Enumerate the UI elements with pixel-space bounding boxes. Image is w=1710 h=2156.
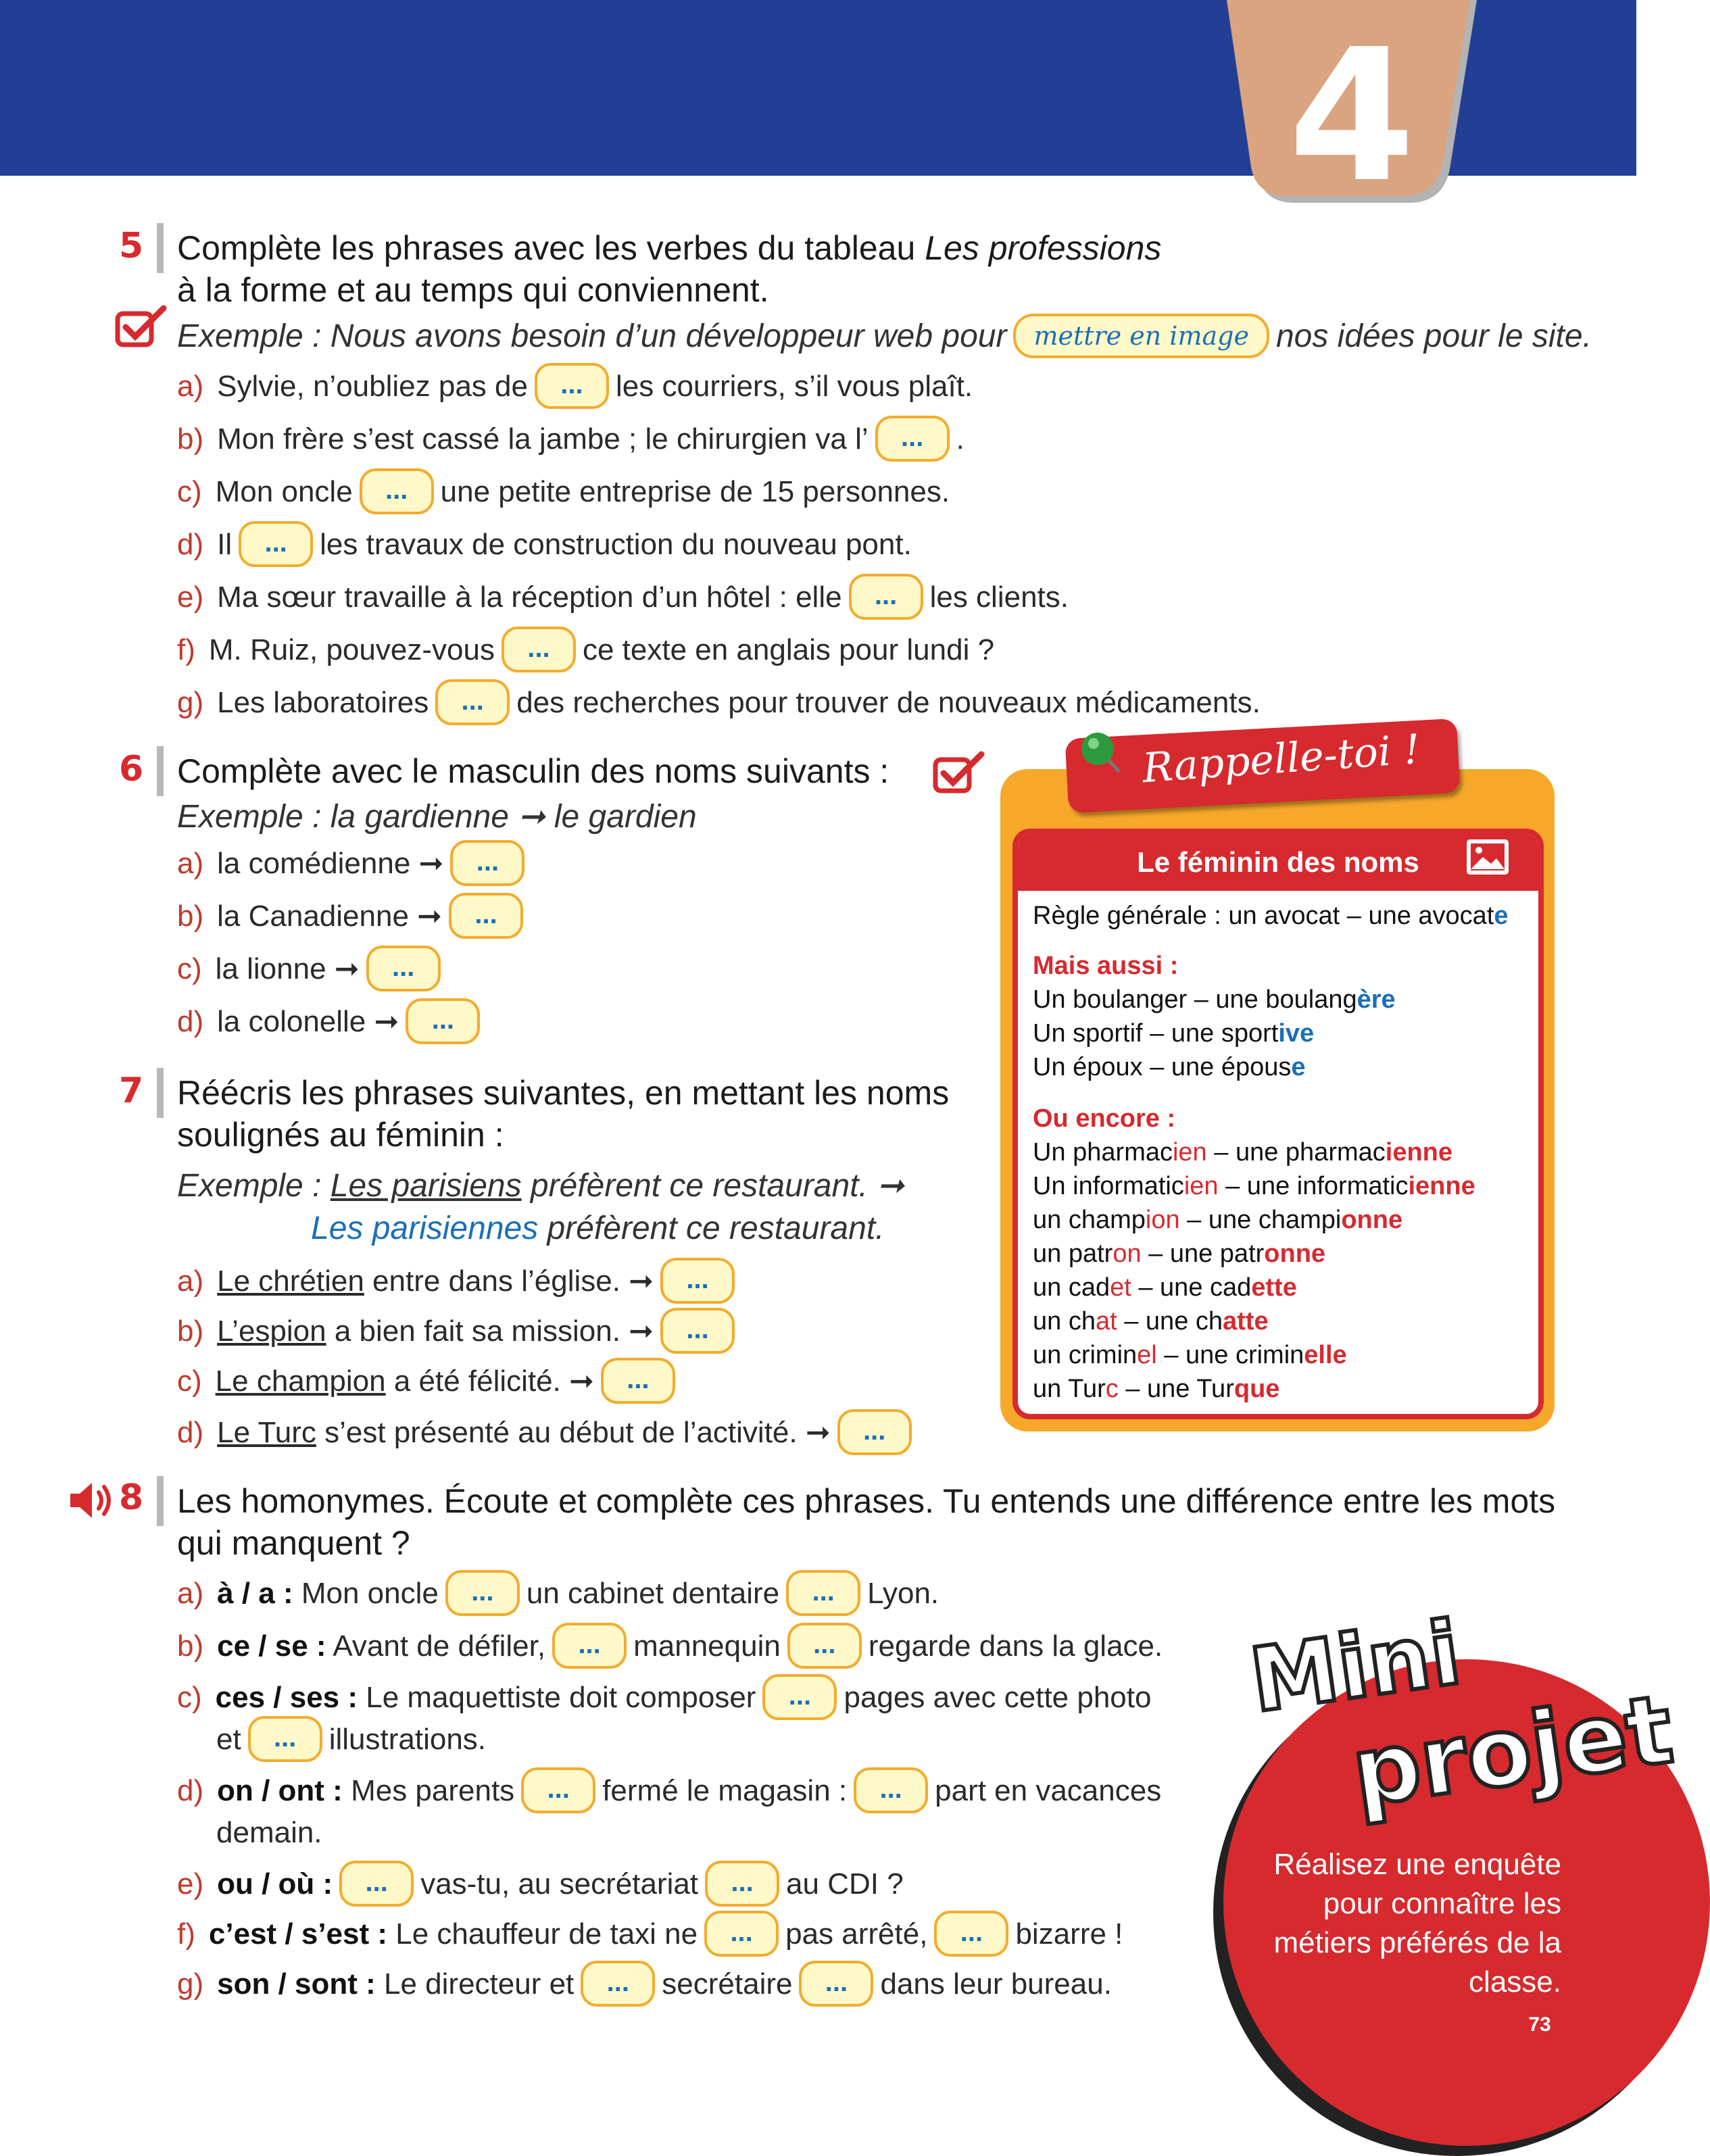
answer-blank[interactable]: ... xyxy=(239,521,313,567)
list-item xyxy=(177,527,912,563)
item-letter: a) xyxy=(177,370,204,403)
example-text: préfèrent ce restaurant. xyxy=(538,1210,885,1246)
reminder-tag-text: Rappelle-toi ! xyxy=(1141,725,1422,793)
item-text: fermé le magasin : xyxy=(602,1774,848,1807)
item-text: Sylvie, n’oubliez pas de xyxy=(217,370,528,403)
example-line xyxy=(177,1167,904,1204)
item-text: Avant de défiler, xyxy=(326,1630,546,1663)
item-text: Mon oncle xyxy=(215,475,353,508)
item-text: Mon oncle xyxy=(293,1577,439,1610)
item-text: les clients. xyxy=(929,581,1069,614)
item-letter: a) xyxy=(177,1265,204,1298)
item-text: a bien fait sa mission. ➞ xyxy=(326,1315,654,1348)
item-text: la colonelle ➞ xyxy=(217,1005,399,1038)
answer-blank[interactable]: ... xyxy=(445,1570,520,1616)
answer-blank[interactable]: ... xyxy=(762,1674,837,1720)
item-letter: d) xyxy=(177,528,204,561)
answer-blank[interactable]: ... xyxy=(837,1409,912,1455)
answer-blank[interactable]: ... xyxy=(601,1358,675,1404)
item-text: Les laboratoires xyxy=(217,686,429,719)
item-letter: e) xyxy=(177,1867,204,1901)
mini-projet-title: Mini xyxy=(1244,1601,1467,1732)
rule-suffix: c xyxy=(1105,1375,1119,1403)
rule-text: un Tur xyxy=(1033,1375,1106,1403)
rule-line xyxy=(1033,1135,1452,1169)
exercise-instruction: Complète avec le masculin des noms suivants : xyxy=(177,752,889,790)
rule-line xyxy=(1033,983,1396,1016)
rule-suffix: ion xyxy=(1145,1206,1180,1234)
rule-suffix: ien xyxy=(1172,1138,1207,1167)
list-item xyxy=(177,474,950,510)
rule-line xyxy=(1033,1338,1347,1372)
item-letter: c) xyxy=(177,1681,202,1714)
answer-blank[interactable]: ... xyxy=(339,1861,414,1907)
rule-suffix: on xyxy=(1113,1240,1142,1268)
exercise-number: 5 xyxy=(119,226,144,266)
answer-blank[interactable]: ... xyxy=(786,1570,860,1616)
rule-text: Un informatic xyxy=(1033,1172,1184,1200)
item-underlined: L’espion xyxy=(217,1315,326,1348)
rule-text: Règle générale : un avocat – une avocat xyxy=(1033,902,1494,930)
example-text: nos idées pour le site. xyxy=(1275,318,1592,354)
rule-text: un champ xyxy=(1033,1206,1146,1234)
answer-blank[interactable]: ... xyxy=(787,1623,862,1669)
rule-line xyxy=(1033,1237,1325,1271)
item-text: la Canadienne ➞ xyxy=(217,900,443,933)
item-keyword: ce / se : xyxy=(217,1630,326,1663)
list-item xyxy=(177,952,447,987)
rule-ending: onne xyxy=(1341,1206,1403,1234)
list-item xyxy=(177,1867,904,1903)
item-keyword: son / sont : xyxy=(217,1967,376,2001)
list-item xyxy=(177,1680,1151,1716)
rule-line xyxy=(1033,899,1509,933)
exercise-bar xyxy=(157,1068,164,1118)
answer-blank[interactable]: ... xyxy=(581,1961,655,2007)
item-text: Le chauffeur de taxi ne xyxy=(387,1917,698,1951)
item-text: Mon frère s’est cassé la jambe ; le chirurgien va l’ xyxy=(217,422,869,456)
rule-line xyxy=(1033,1372,1279,1406)
instruction-text: Complète les phrases avec les verbes du tableau xyxy=(177,229,925,267)
reminder-title: Le féminin des noms xyxy=(1137,846,1419,878)
item-letter: e) xyxy=(177,581,204,614)
pin-icon xyxy=(1077,729,1125,776)
rule-text: Un sportif – une sport xyxy=(1033,1019,1279,1048)
item-text: la comédienne ➞ xyxy=(217,847,444,880)
list-item xyxy=(177,685,1261,721)
example-line xyxy=(177,318,1592,355)
audio-icon[interactable] xyxy=(68,1479,115,1522)
rule-text: un cad xyxy=(1033,1273,1110,1302)
item-letter: f) xyxy=(177,1917,195,1951)
exercise-number: 8 xyxy=(119,1477,144,1518)
rule-line xyxy=(1033,1016,1314,1050)
rule-line xyxy=(1033,1169,1475,1203)
rule-line xyxy=(1033,1304,1269,1338)
item-text: vas-tu, au secrétariat xyxy=(420,1867,699,1901)
item-text: M. Ruiz, pouvez-vous xyxy=(208,633,495,666)
item-text: Le directeur et xyxy=(375,1967,575,2001)
rule-text: – une Tur xyxy=(1118,1375,1234,1403)
item-text: Ma sœur travaille à la réception d’un hôtel : elle xyxy=(217,581,842,614)
answer-blank[interactable]: ... xyxy=(449,893,523,939)
instruction-text: Les homonymes. Écoute et complète ces phrases. Tu entends une différence entre les mots xyxy=(177,1482,1556,1520)
rule-text: un ch xyxy=(1033,1307,1096,1336)
rule-heading xyxy=(1033,1102,1175,1135)
item-text: illustrations. xyxy=(328,1723,487,1756)
rule-ending: ette xyxy=(1251,1273,1297,1302)
item-letter: a) xyxy=(177,1577,204,1610)
rule-text: – une patr xyxy=(1141,1240,1265,1268)
rule-text: – une champi xyxy=(1179,1206,1342,1234)
item-keyword: à / a : xyxy=(217,1577,293,1610)
example-text: Exemple : Nous avons besoin d’un développeur web pour xyxy=(177,318,1007,354)
item-letter: d) xyxy=(177,1774,204,1807)
rule-text: Un pharmac xyxy=(1033,1138,1173,1167)
item-letter: g) xyxy=(177,1967,204,2001)
mini-projet-description: Réalisez une enquête pour connaître les métiers préférés de la classe. xyxy=(1273,1848,1561,1999)
item-text: ce texte en anglais pour lundi ? xyxy=(582,633,995,666)
item-text: dans leur bureau. xyxy=(880,1967,1112,2001)
item-text: pages avec cette photo xyxy=(844,1681,1152,1714)
rule-heading-text: Ou encore : xyxy=(1033,1104,1176,1133)
example-answer: Les parisiennes xyxy=(311,1210,539,1246)
rule-suffix: ien xyxy=(1183,1172,1219,1200)
item-letter: c) xyxy=(177,1365,202,1398)
item-letter: c) xyxy=(177,475,202,508)
item-text: la lionne ➞ xyxy=(215,952,360,985)
checkbox-icon xyxy=(933,750,985,795)
answer-blank[interactable]: ... xyxy=(552,1623,627,1669)
item-keyword: ou / où : xyxy=(217,1867,333,1901)
list-item-continued xyxy=(216,1815,322,1851)
item-text: part en vacances xyxy=(935,1774,1162,1807)
list-item xyxy=(177,369,973,405)
item-letter: b) xyxy=(177,900,204,933)
instruction-text: à la forme et au temps qui conviennent. xyxy=(177,271,769,309)
rule-text: Un époux – une épous xyxy=(1033,1053,1292,1081)
rule-text: – une ch xyxy=(1117,1307,1223,1336)
rule-text: – une cad xyxy=(1131,1273,1252,1302)
item-text: mannequin xyxy=(633,1630,781,1663)
answer-blank[interactable]: ... xyxy=(502,627,576,672)
item-text: un cabinet dentaire xyxy=(526,1577,780,1610)
item-text: les courriers, s’il vous plaît. xyxy=(615,370,973,403)
answer-blank[interactable]: ... xyxy=(854,1767,928,1813)
example-answer-line xyxy=(311,1210,885,1247)
item-keyword: c’est / s’est : xyxy=(208,1917,388,1951)
list-item xyxy=(177,1773,1161,1809)
rule-line xyxy=(1033,1203,1402,1237)
list-item xyxy=(177,580,1069,616)
rule-ending: que xyxy=(1233,1375,1280,1403)
answer-blank[interactable]: ... xyxy=(248,1716,322,1762)
rule-text: un patr xyxy=(1033,1240,1113,1268)
example-text: préfèrent ce restaurant. ➞ xyxy=(521,1168,904,1204)
rule-ending: atte xyxy=(1223,1307,1269,1336)
instruction-text: qui manquent ? xyxy=(177,1524,410,1562)
rule-ending: ienne xyxy=(1408,1172,1475,1200)
exercise-bar xyxy=(157,1476,164,1526)
answer-blank[interactable]: ... xyxy=(660,1258,735,1304)
item-text: s’est présenté au début de l’activité. ➞ xyxy=(316,1416,831,1449)
rule-suffix: el xyxy=(1137,1341,1157,1369)
rule-text: – une informatic xyxy=(1218,1172,1409,1200)
answer-blank[interactable]: ... xyxy=(366,946,441,991)
rule-heading xyxy=(1033,949,1178,983)
list-item xyxy=(177,899,530,935)
item-underlined: Le champion xyxy=(215,1365,386,1398)
answer-blank[interactable]: ... xyxy=(360,468,434,514)
item-text: et xyxy=(216,1723,241,1756)
rule-suffix: at xyxy=(1095,1307,1117,1336)
item-text: demain. xyxy=(216,1816,322,1849)
exercise-instruction xyxy=(177,1072,949,1156)
item-text: secrétaire xyxy=(662,1967,793,2001)
answer-blank[interactable]: ... xyxy=(535,363,609,409)
instruction-italic: Les professions xyxy=(925,229,1162,267)
list-item xyxy=(177,1967,1112,2003)
list-item xyxy=(177,1917,1123,1953)
rule-ending: onne xyxy=(1264,1240,1326,1268)
answer-blank[interactable]: ... xyxy=(934,1911,1008,1957)
rule-text: – une pharmac xyxy=(1206,1138,1386,1167)
list-item xyxy=(177,846,531,882)
list-item xyxy=(177,422,964,458)
instruction-text: Réécris les phrases suivantes, en mettant les noms xyxy=(177,1074,950,1112)
page-number: 73 xyxy=(1521,2006,1559,2044)
list-item xyxy=(177,1415,919,1451)
rule-heading-text: Mais aussi : xyxy=(1033,952,1179,980)
answer-blank[interactable]: ... xyxy=(849,574,923,620)
answer-blank[interactable]: ... xyxy=(406,998,480,1044)
item-letter: c) xyxy=(177,952,202,985)
item-text: Lyon. xyxy=(867,1577,939,1610)
list-item xyxy=(177,1576,939,1612)
item-text: pas arrêté, xyxy=(785,1917,928,1951)
item-text: . xyxy=(956,422,964,456)
list-item xyxy=(177,1314,741,1350)
item-text: des recherches pour trouver de nouveaux médicaments. xyxy=(516,686,1261,719)
example-answer: mettre en image xyxy=(1013,314,1269,358)
rule-line xyxy=(1033,1271,1297,1304)
item-text: entre dans l’église. ➞ xyxy=(364,1265,654,1298)
list-item xyxy=(177,1364,682,1400)
answer-blank[interactable]: ... xyxy=(799,1961,873,2007)
item-text: Mes parents xyxy=(342,1774,515,1807)
unit-number: 4 xyxy=(1288,9,1415,222)
rule-ending: ère xyxy=(1357,985,1396,1014)
rule-suffix: et xyxy=(1110,1273,1131,1302)
mini-projet-title: projet xyxy=(1345,1674,1680,1829)
exercise-instruction xyxy=(177,227,1161,311)
list-item-continued xyxy=(216,1722,486,1758)
item-text: Il xyxy=(217,528,233,561)
item-letter: f) xyxy=(177,633,195,666)
exercise-instruction xyxy=(177,1480,1555,1564)
rule-line xyxy=(1033,1050,1306,1084)
exercise-number: 6 xyxy=(119,749,144,789)
list-item xyxy=(177,633,994,668)
rule-text: Un boulanger – une boulang xyxy=(1033,985,1357,1014)
item-letter: d) xyxy=(177,1416,204,1449)
rule-ending: elle xyxy=(1304,1341,1347,1369)
item-keyword: ces / ses : xyxy=(215,1681,358,1714)
instruction-text: soulignés au féminin : xyxy=(177,1116,504,1154)
item-letter: b) xyxy=(177,1315,204,1348)
list-item xyxy=(177,1264,741,1300)
answer-blank[interactable]: ... xyxy=(875,416,950,462)
item-keyword: on / ont : xyxy=(217,1774,343,1807)
image-icon xyxy=(1465,838,1510,876)
item-text: bizarre ! xyxy=(1015,1917,1123,1951)
example-line: Exemple : la gardienne ➞ le gardien xyxy=(177,799,697,835)
example-text: Exemple : xyxy=(177,1168,331,1204)
item-letter: b) xyxy=(177,1630,204,1663)
rule-text: un crimin xyxy=(1033,1341,1138,1369)
exercise-bar xyxy=(157,746,164,796)
list-item xyxy=(177,1004,487,1040)
item-text: une petite entreprise de 15 personnes. xyxy=(440,475,950,508)
answer-blank[interactable]: ... xyxy=(435,679,510,725)
item-letter: g) xyxy=(177,686,204,719)
checkbox-icon xyxy=(115,304,168,349)
item-text: au CDI ? xyxy=(786,1867,904,1901)
rule-ending: ive xyxy=(1278,1019,1315,1048)
rule-ending: e xyxy=(1291,1053,1306,1081)
item-text: regarde dans la glace. xyxy=(868,1630,1163,1663)
example-underlined: Les parisiens xyxy=(330,1168,522,1204)
answer-blank[interactable]: ... xyxy=(660,1308,735,1354)
unit-tab xyxy=(1227,0,1484,222)
item-letter: b) xyxy=(177,422,204,456)
exercise-bar xyxy=(157,223,164,273)
answer-blank[interactable]: ... xyxy=(521,1767,595,1813)
item-text: Le maquettiste doit composer xyxy=(358,1681,756,1714)
answer-blank[interactable]: ... xyxy=(704,1911,779,1957)
item-underlined: Le Turc xyxy=(217,1416,316,1449)
item-text: les travaux de construction du nouveau pont. xyxy=(320,528,912,561)
item-underlined: Le chrétien xyxy=(217,1265,364,1298)
rule-ending: ienne xyxy=(1385,1138,1453,1167)
exercise-number: 7 xyxy=(119,1071,144,1111)
item-letter: a) xyxy=(177,847,204,880)
item-letter: d) xyxy=(177,1005,204,1038)
rule-text: – une crimin xyxy=(1156,1341,1304,1369)
list-item xyxy=(177,1629,1163,1665)
item-text: a été félicité. ➞ xyxy=(385,1365,594,1398)
rule-ending: e xyxy=(1494,902,1509,930)
answer-blank[interactable]: ... xyxy=(705,1861,779,1907)
answer-blank[interactable]: ... xyxy=(450,840,524,886)
